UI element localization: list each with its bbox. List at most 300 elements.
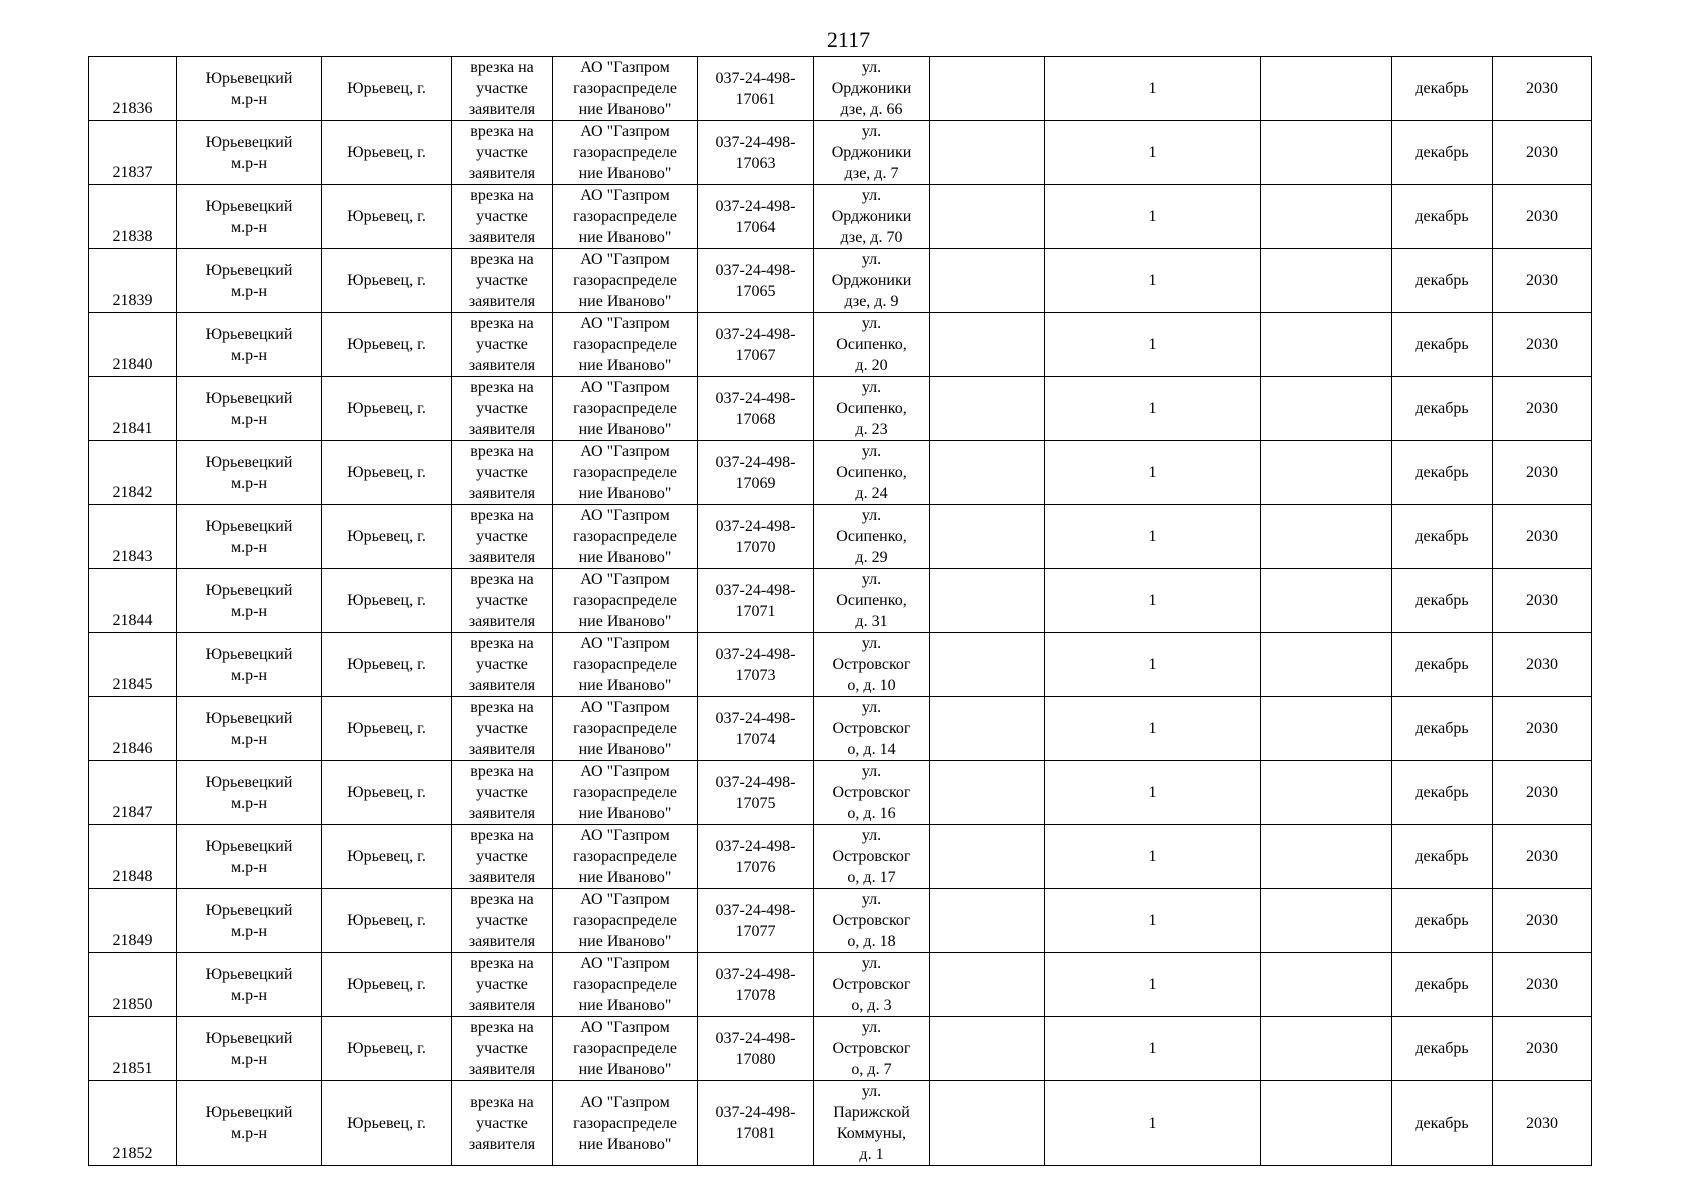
cell-number-text: 21846	[112, 740, 153, 757]
cell-quantity	[1045, 57, 1261, 121]
cell-object-code	[698, 889, 814, 953]
cell-year-text: 2030	[1526, 592, 1558, 609]
cell-connection-type	[452, 697, 553, 761]
cell-year	[1493, 185, 1592, 249]
cell-object-code	[698, 441, 814, 505]
table-row	[89, 121, 1592, 185]
cell-extra	[1261, 57, 1392, 121]
cell-quantity	[1045, 313, 1261, 377]
table-row	[89, 505, 1592, 569]
cell-object-code-text: 037-24-498- 17078	[715, 965, 796, 1004]
cell-empty	[930, 569, 1045, 633]
cell-object-code-text: 037-24-498- 17064	[715, 197, 796, 236]
cell-year-text: 2030	[1526, 272, 1558, 289]
cell-district-text: Юрьевецкий м.р-н	[205, 965, 293, 1004]
cell-city	[322, 953, 452, 1017]
cell-quantity	[1045, 121, 1261, 185]
cell-city-text: Юрьевец, г.	[347, 1114, 426, 1132]
cell-city-text: Юрьевец, г.	[347, 272, 426, 289]
cell-quantity-text: 1	[1148, 272, 1157, 289]
cell-number-text: 21848	[112, 868, 153, 885]
cell-object-code-text: 037-24-498- 17077	[715, 901, 796, 940]
cell-district-text: Юрьевецкий м.р-н	[205, 773, 293, 812]
cell-year-text: 2030	[1526, 208, 1558, 225]
cell-district-text: Юрьевецкий м.р-н	[205, 453, 293, 492]
cell-number-text: 21849	[112, 932, 153, 949]
cell-quantity	[1045, 1081, 1261, 1166]
cell-address	[814, 249, 930, 313]
cell-month-text: декабрь	[1415, 1040, 1469, 1057]
cell-year-text: 2030	[1526, 400, 1558, 417]
cell-organization-text: АО "Газпром газораспределе ние Иваново"	[573, 187, 677, 246]
cell-object-code	[698, 313, 814, 377]
cell-city	[322, 313, 452, 377]
cell-month-text: декабрь	[1415, 400, 1469, 417]
cell-month-text: декабрь	[1415, 272, 1469, 289]
cell-quantity	[1045, 505, 1261, 569]
cell-quantity-text: 1	[1148, 80, 1157, 97]
table-row	[89, 761, 1592, 825]
table-row	[89, 57, 1592, 121]
cell-quantity-text: 1	[1148, 208, 1157, 225]
cell-quantity-text: 1	[1148, 848, 1157, 865]
cell-organization	[553, 185, 698, 249]
cell-organization-text: АО "Газпром газораспределе ние Иваново"	[573, 59, 677, 118]
cell-number	[89, 633, 177, 697]
cell-city-text: Юрьевец, г.	[347, 592, 426, 609]
cell-district	[177, 313, 322, 377]
cell-quantity-text: 1	[1148, 656, 1157, 673]
cell-city-text: Юрьевец, г.	[347, 784, 426, 801]
cell-number-text: 21842	[112, 484, 153, 501]
cell-extra	[1261, 185, 1392, 249]
cell-organization-text: АО "Газпром газораспределе ние Иваново"	[573, 379, 677, 438]
cell-extra	[1261, 761, 1392, 825]
cell-year-text: 2030	[1526, 1114, 1558, 1132]
cell-month-text: декабрь	[1415, 464, 1469, 481]
cell-object-code	[698, 185, 814, 249]
cell-organization	[553, 889, 698, 953]
cell-address-text: ул. Орджоники дзе, д. 70	[831, 187, 912, 246]
cell-year-text: 2030	[1526, 784, 1558, 801]
cell-number	[89, 377, 177, 441]
cell-address-text: ул. Осипенко, д. 23	[836, 379, 907, 438]
cell-number-text: 21844	[112, 612, 153, 629]
cell-object-code-text: 037-24-498- 17061	[715, 69, 796, 108]
cell-quantity	[1045, 377, 1261, 441]
cell-object-code-text: 037-24-498- 17069	[715, 453, 796, 492]
cell-month	[1392, 505, 1493, 569]
cell-connection-type-text: врезка на участке заявителя	[468, 699, 536, 758]
cell-city	[322, 441, 452, 505]
cell-city-text: Юрьевец, г.	[347, 912, 426, 929]
cell-empty	[930, 505, 1045, 569]
cell-empty	[930, 377, 1045, 441]
cell-district	[177, 121, 322, 185]
cell-district	[177, 761, 322, 825]
cell-organization-text: АО "Газпром газораспределе ние Иваново"	[573, 1093, 677, 1153]
cell-district-text: Юрьевецкий м.р-н	[205, 517, 293, 556]
cell-year	[1493, 953, 1592, 1017]
cell-city-text: Юрьевец, г.	[347, 336, 426, 353]
cell-month-text: декабрь	[1415, 144, 1469, 161]
cell-quantity-text: 1	[1148, 528, 1157, 545]
cell-object-code	[698, 505, 814, 569]
cell-district	[177, 889, 322, 953]
cell-organization	[553, 953, 698, 1017]
cell-city	[322, 825, 452, 889]
cell-district	[177, 249, 322, 313]
gas-connection-table	[88, 56, 1592, 1166]
cell-month-text: декабрь	[1415, 784, 1469, 801]
cell-object-code-text: 037-24-498- 17063	[715, 133, 796, 172]
cell-month	[1392, 697, 1493, 761]
cell-connection-type	[452, 1017, 553, 1081]
cell-number	[89, 441, 177, 505]
cell-extra	[1261, 1017, 1392, 1081]
table-row	[89, 1017, 1592, 1081]
cell-quantity	[1045, 697, 1261, 761]
cell-district-text: Юрьевецкий м.р-н	[205, 133, 293, 172]
table-row	[89, 825, 1592, 889]
cell-object-code	[698, 1081, 814, 1166]
cell-organization	[553, 697, 698, 761]
cell-organization	[553, 569, 698, 633]
cell-city-text: Юрьевец, г.	[347, 528, 426, 545]
cell-district	[177, 633, 322, 697]
cell-year-text: 2030	[1526, 528, 1558, 545]
cell-quantity-text: 1	[1148, 976, 1157, 993]
cell-year	[1493, 57, 1592, 121]
cell-district-text: Юрьевецкий м.р-н	[205, 69, 293, 108]
cell-year-text: 2030	[1526, 912, 1558, 929]
cell-district	[177, 57, 322, 121]
cell-year	[1493, 1081, 1592, 1166]
cell-quantity	[1045, 889, 1261, 953]
cell-quantity	[1045, 569, 1261, 633]
cell-number-text: 21837	[112, 164, 153, 181]
cell-organization-text: АО "Газпром газораспределе ние Иваново"	[573, 123, 677, 182]
cell-object-code-text: 037-24-498- 17080	[715, 1029, 796, 1068]
cell-organization-text: АО "Газпром газораспределе ние Иваново"	[573, 955, 677, 1014]
cell-quantity	[1045, 441, 1261, 505]
cell-address-text: ул. Парижской Коммуны, д. 1	[833, 1083, 910, 1163]
cell-object-code	[698, 569, 814, 633]
cell-year	[1493, 1017, 1592, 1081]
cell-address-text: ул. Осипенко, д. 20	[836, 315, 907, 374]
cell-city-text: Юрьевец, г.	[347, 400, 426, 417]
cell-year	[1493, 441, 1592, 505]
cell-connection-type-text: врезка на участке заявителя	[468, 827, 536, 886]
cell-district	[177, 697, 322, 761]
table-row	[89, 185, 1592, 249]
cell-empty	[930, 825, 1045, 889]
cell-address	[814, 505, 930, 569]
cell-connection-type	[452, 249, 553, 313]
cell-address	[814, 761, 930, 825]
cell-month-text: декабрь	[1415, 848, 1469, 865]
cell-connection-type	[452, 377, 553, 441]
cell-month-text: декабрь	[1415, 336, 1469, 353]
cell-district-text: Юрьевецкий м.р-н	[205, 709, 293, 748]
table-row	[89, 633, 1592, 697]
cell-number-text: 21850	[112, 996, 153, 1013]
cell-number	[89, 185, 177, 249]
cell-month	[1392, 121, 1493, 185]
cell-connection-type	[452, 185, 553, 249]
cell-month-text: декабрь	[1415, 208, 1469, 225]
cell-district-text: Юрьевецкий м.р-н	[205, 1104, 293, 1142]
cell-quantity-text: 1	[1148, 400, 1157, 417]
cell-empty	[930, 697, 1045, 761]
cell-month-text: декабрь	[1415, 528, 1469, 545]
cell-district-text: Юрьевецкий м.р-н	[205, 901, 293, 940]
cell-number	[89, 505, 177, 569]
cell-city-text: Юрьевец, г.	[347, 976, 426, 993]
cell-quantity-text: 1	[1148, 912, 1157, 929]
cell-address	[814, 441, 930, 505]
cell-object-code	[698, 377, 814, 441]
cell-quantity	[1045, 185, 1261, 249]
cell-address	[814, 377, 930, 441]
cell-month-text: декабрь	[1415, 976, 1469, 993]
table-row	[89, 441, 1592, 505]
cell-district	[177, 1017, 322, 1081]
cell-city-text: Юрьевец, г.	[347, 144, 426, 161]
cell-year	[1493, 377, 1592, 441]
cell-organization-text: АО "Газпром газораспределе ние Иваново"	[573, 443, 677, 502]
cell-address	[814, 57, 930, 121]
cell-organization-text: АО "Газпром газораспределе ние Иваново"	[573, 763, 677, 822]
cell-object-code-text: 037-24-498- 17067	[715, 325, 796, 364]
cell-city-text: Юрьевец, г.	[347, 720, 426, 737]
cell-district	[177, 185, 322, 249]
cell-number-text: 21851	[112, 1060, 153, 1077]
cell-address-text: ул. Осипенко, д. 29	[836, 507, 907, 566]
cell-organization	[553, 313, 698, 377]
cell-quantity	[1045, 249, 1261, 313]
cell-object-code	[698, 249, 814, 313]
cell-object-code	[698, 121, 814, 185]
cell-month	[1392, 761, 1493, 825]
cell-quantity-text: 1	[1148, 1114, 1157, 1132]
cell-empty	[930, 953, 1045, 1017]
cell-month	[1392, 441, 1493, 505]
cell-month	[1392, 825, 1493, 889]
cell-connection-type	[452, 761, 553, 825]
cell-district	[177, 569, 322, 633]
cell-number-text: 21847	[112, 804, 153, 821]
cell-quantity-text: 1	[1148, 464, 1157, 481]
cell-district-text: Юрьевецкий м.р-н	[205, 325, 293, 364]
cell-address-text: ул. Островског о, д. 10	[832, 635, 911, 694]
cell-year	[1493, 569, 1592, 633]
cell-year-text: 2030	[1526, 144, 1558, 161]
cell-district	[177, 377, 322, 441]
cell-extra	[1261, 313, 1392, 377]
cell-address	[814, 825, 930, 889]
cell-connection-type-text: врезка на участке заявителя	[468, 251, 536, 310]
cell-organization-text: АО "Газпром газораспределе ние Иваново"	[573, 891, 677, 950]
cell-object-code	[698, 1017, 814, 1081]
cell-connection-type-text: врезка на участке заявителя	[468, 635, 536, 694]
cell-year	[1493, 697, 1592, 761]
cell-number	[89, 121, 177, 185]
cell-address	[814, 185, 930, 249]
cell-year-text: 2030	[1526, 80, 1558, 97]
cell-month	[1392, 569, 1493, 633]
cell-extra	[1261, 249, 1392, 313]
cell-city	[322, 185, 452, 249]
cell-city	[322, 377, 452, 441]
cell-organization	[553, 505, 698, 569]
cell-year	[1493, 825, 1592, 889]
cell-month-text: декабрь	[1415, 656, 1469, 673]
cell-year	[1493, 633, 1592, 697]
cell-organization	[553, 377, 698, 441]
cell-organization	[553, 1081, 698, 1166]
cell-year-text: 2030	[1526, 336, 1558, 353]
table-row	[89, 377, 1592, 441]
cell-city-text: Юрьевец, г.	[347, 848, 426, 865]
cell-address	[814, 889, 930, 953]
cell-empty	[930, 633, 1045, 697]
cell-object-code	[698, 697, 814, 761]
cell-organization	[553, 441, 698, 505]
cell-organization-text: АО "Газпром газораспределе ние Иваново"	[573, 507, 677, 566]
cell-connection-type-text: врезка на участке заявителя	[468, 507, 536, 566]
cell-year	[1493, 249, 1592, 313]
cell-number-text: 21838	[112, 228, 153, 245]
cell-district-text: Юрьевецкий м.р-н	[205, 837, 293, 876]
cell-quantity-text: 1	[1148, 720, 1157, 737]
cell-object-code-text: 037-24-498- 17065	[715, 261, 796, 300]
table-row	[89, 889, 1592, 953]
cell-year	[1493, 121, 1592, 185]
cell-object-code-text: 037-24-498- 17071	[715, 581, 796, 620]
cell-organization-text: АО "Газпром газораспределе ние Иваново"	[573, 315, 677, 374]
cell-connection-type-text: врезка на участке заявителя	[468, 763, 536, 822]
cell-organization-text: АО "Газпром газораспределе ние Иваново"	[573, 251, 677, 310]
cell-month	[1392, 57, 1493, 121]
cell-organization	[553, 249, 698, 313]
cell-month-text: декабрь	[1415, 1114, 1469, 1132]
cell-number	[89, 569, 177, 633]
cell-month-text: декабрь	[1415, 592, 1469, 609]
cell-district	[177, 825, 322, 889]
cell-extra	[1261, 377, 1392, 441]
cell-object-code	[698, 825, 814, 889]
cell-year	[1493, 761, 1592, 825]
cell-district-text: Юрьевецкий м.р-н	[205, 197, 293, 236]
cell-connection-type-text: врезка на участке заявителя	[468, 123, 536, 182]
cell-month-text: декабрь	[1415, 720, 1469, 737]
cell-connection-type-text: врезка на участке заявителя	[468, 1093, 536, 1153]
cell-extra	[1261, 825, 1392, 889]
cell-connection-type	[452, 889, 553, 953]
cell-empty	[930, 889, 1045, 953]
cell-quantity-text: 1	[1148, 1040, 1157, 1057]
cell-quantity	[1045, 953, 1261, 1017]
cell-extra	[1261, 441, 1392, 505]
cell-empty	[930, 1017, 1045, 1081]
cell-object-code-text: 037-24-498- 17068	[715, 389, 796, 428]
cell-extra	[1261, 697, 1392, 761]
cell-empty	[930, 185, 1045, 249]
table-row	[89, 569, 1592, 633]
cell-extra	[1261, 889, 1392, 953]
cell-extra	[1261, 121, 1392, 185]
cell-organization-text: АО "Газпром газораспределе ние Иваново"	[573, 827, 677, 886]
cell-connection-type	[452, 57, 553, 121]
cell-address-text: ул. Орджоники дзе, д. 9	[831, 251, 912, 310]
cell-month	[1392, 1017, 1493, 1081]
cell-connection-type	[452, 569, 553, 633]
table-row	[89, 313, 1592, 377]
cell-empty	[930, 57, 1045, 121]
cell-district	[177, 1081, 322, 1166]
cell-organization-text: АО "Газпром газораспределе ние Иваново"	[573, 635, 677, 694]
table-row	[89, 1081, 1592, 1166]
cell-connection-type	[452, 505, 553, 569]
cell-district-text: Юрьевецкий м.р-н	[205, 389, 293, 428]
cell-city	[322, 505, 452, 569]
cell-number-text: 21852	[112, 1145, 153, 1162]
cell-organization-text: АО "Газпром газораспределе ние Иваново"	[573, 699, 677, 758]
cell-month	[1392, 1081, 1493, 1166]
cell-object-code-text: 037-24-498- 17074	[715, 709, 796, 748]
cell-quantity-text: 1	[1148, 592, 1157, 609]
table-row	[89, 953, 1592, 1017]
cell-city	[322, 1017, 452, 1081]
cell-connection-type	[452, 953, 553, 1017]
cell-object-code-text: 037-24-498- 17070	[715, 517, 796, 556]
page-number: 2117	[826, 27, 871, 52]
cell-district-text: Юрьевецкий м.р-н	[205, 1029, 293, 1068]
cell-empty	[930, 121, 1045, 185]
cell-year-text: 2030	[1526, 464, 1558, 481]
cell-address-text: ул. Осипенко, д. 31	[836, 571, 907, 630]
cell-connection-type	[452, 633, 553, 697]
cell-organization	[553, 825, 698, 889]
cell-quantity	[1045, 761, 1261, 825]
cell-object-code	[698, 953, 814, 1017]
cell-number	[89, 249, 177, 313]
cell-city	[322, 121, 452, 185]
cell-empty	[930, 761, 1045, 825]
cell-object-code-text: 037-24-498- 17075	[715, 773, 796, 812]
cell-address	[814, 313, 930, 377]
cell-city	[322, 889, 452, 953]
cell-month	[1392, 313, 1493, 377]
cell-number	[89, 313, 177, 377]
cell-quantity-text: 1	[1148, 336, 1157, 353]
cell-month	[1392, 953, 1493, 1017]
cell-number	[89, 825, 177, 889]
cell-connection-type-text: врезка на участке заявителя	[468, 891, 536, 950]
cell-month	[1392, 633, 1493, 697]
cell-year-text: 2030	[1526, 976, 1558, 993]
cell-quantity-text: 1	[1148, 144, 1157, 161]
cell-organization	[553, 121, 698, 185]
cell-number-text: 21845	[112, 676, 153, 693]
cell-address-text: ул. Островског о, д. 16	[832, 763, 911, 822]
cell-city-text: Юрьевец, г.	[347, 656, 426, 673]
cell-address	[814, 1017, 930, 1081]
cell-address-text: ул. Орджоники дзе, д. 66	[831, 59, 912, 118]
cell-city-text: Юрьевец, г.	[347, 1040, 426, 1057]
cell-year-text: 2030	[1526, 1040, 1558, 1057]
